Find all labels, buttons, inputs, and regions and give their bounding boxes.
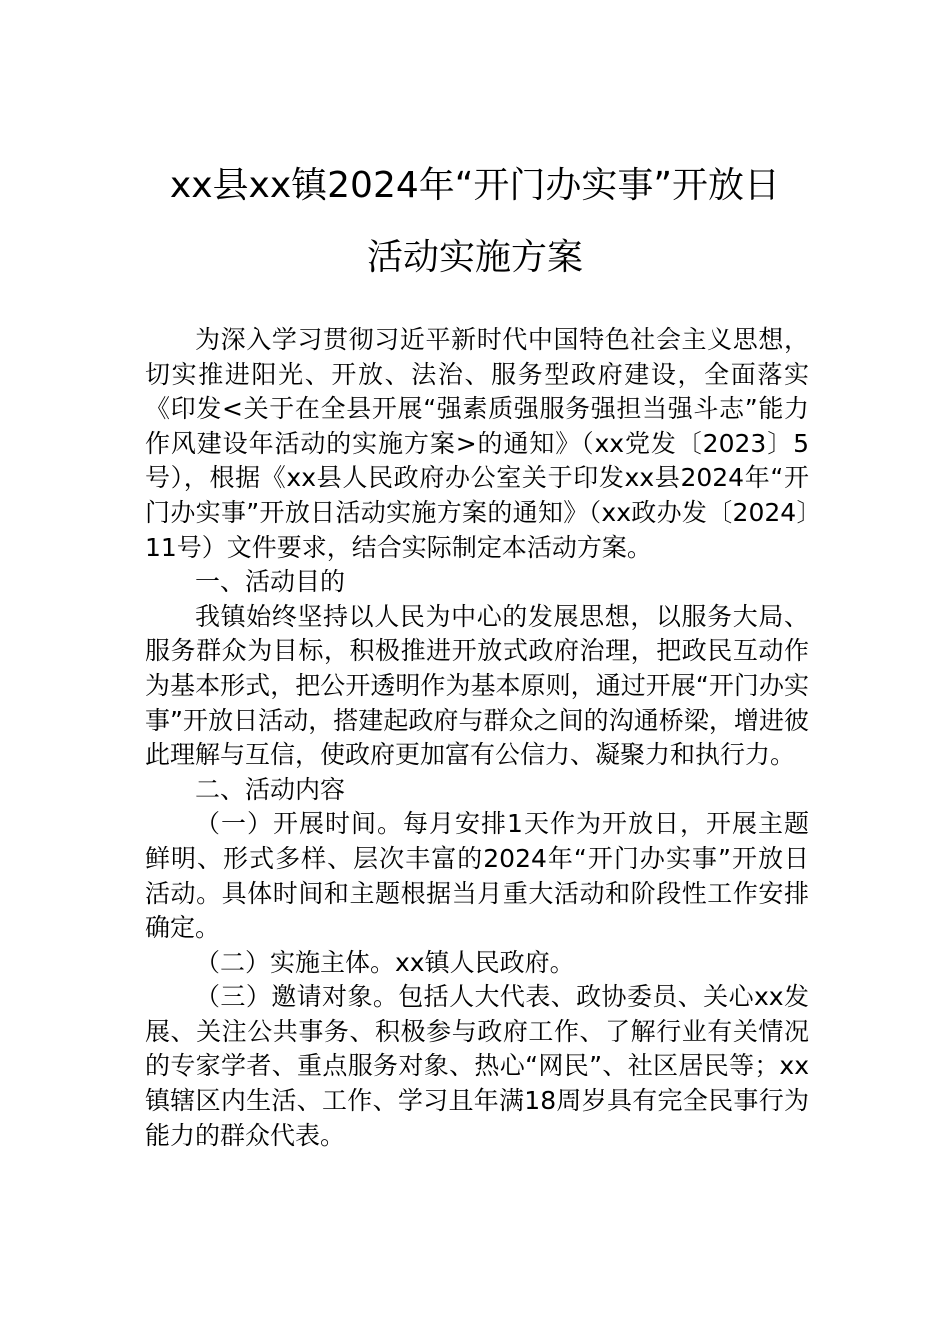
content-item-subject: （二）实施主体。xx镇人民政府。 [195,947,575,977]
section-heading-content: 二、活动内容 [195,774,346,804]
content-item-time: （一）开展时间。每月安排1天作为开放日，开展主题鲜明、形式多样、层次丰富的2024年“开门办实事”开放日活动。具体时间和主题根据当月重大活动和阶段性工作安排确定。 [145,809,809,943]
document-title-line-2: 活动实施方案 [366,237,583,278]
content-item-invitees: （三）邀请对象。包括人大代表、政协委员、关心xx发展、关注公共事务、积极参与政府工作、了解行业有关情况的专家学者、重点服务对象、热心“网民”、社区居民等；xx镇辖区内生活、工作、学习且年满18周岁具有完全民事行为能力的群众代表。 [145,982,809,1150]
intro-paragraph: 为深入学习贯彻习近平新时代中国特色社会主义思想，切实推进阳光、开放、法治、服务型政府建设，全面落实《印发<关于在全县开展“强素质强服务强担当强斗志”能力作风建设年活动的实施方案>的通知》（xx党发〔2023〕5号），根据《xx县人民政府办公室关于印发xx县2024年“开门办实事”开放日活动实施方案的通知》（xx政办发〔2024〕11号）文件要求，结合实际制定本活动方案。 [145,325,809,562]
purpose-paragraph: 我镇始终坚持以人民为中心的发展思想，以服务大局、服务群众为目标，积极推进开放式政府治理，把政民互动作为基本形式，把公开透明作为基本原则，通过开展“开门办实事”开放日活动，搭建起政府与群众之间的沟通桥梁，增进彼此理解与互信，使政府更加富有公信力、凝聚力和执行力。 [145,601,809,770]
section-heading-purpose: 一、活动目的 [195,567,346,597]
document-title-line-1: xx县xx镇2024年“开门办实事”开放日 [169,165,781,206]
document-body [145,323,809,1153]
